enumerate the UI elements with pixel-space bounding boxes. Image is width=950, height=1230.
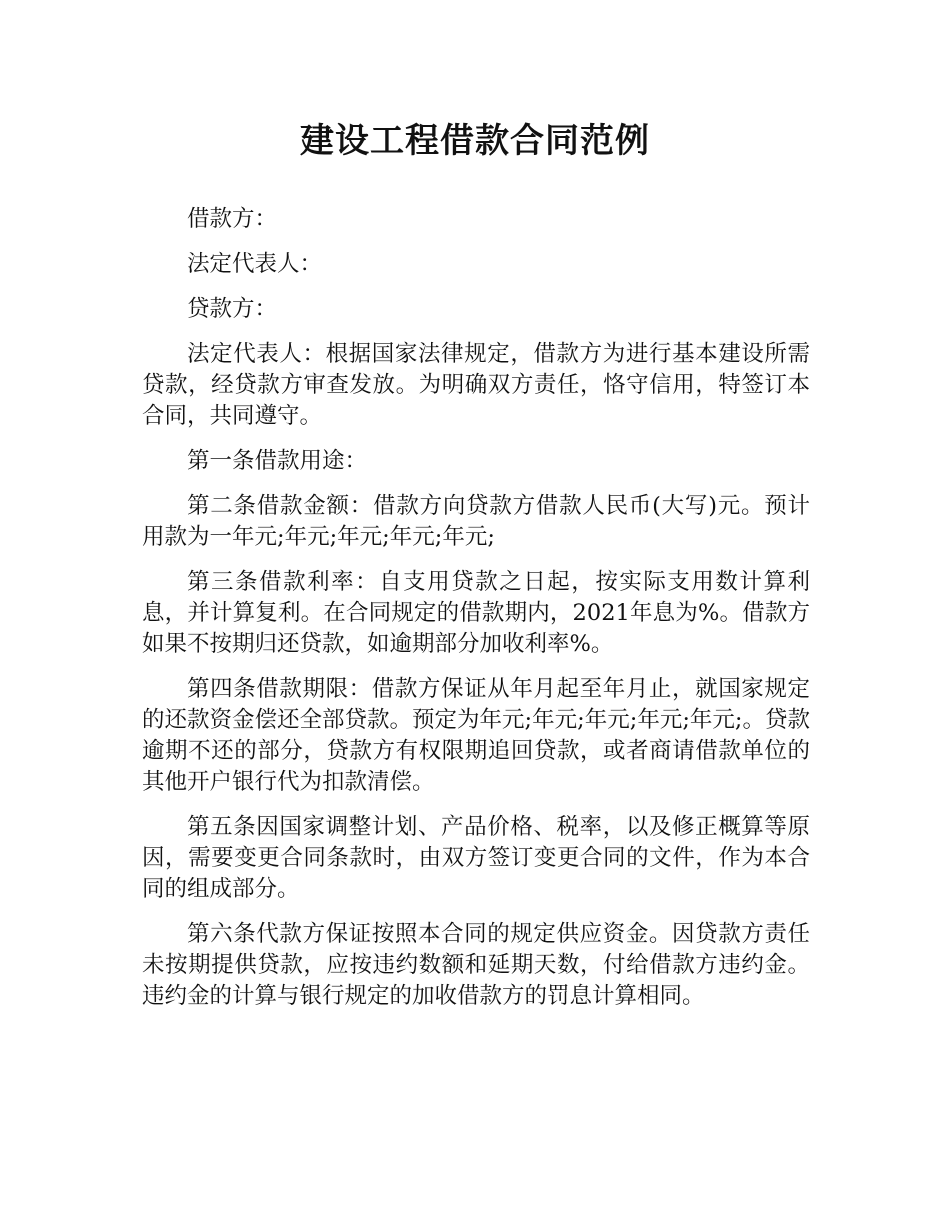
paragraph-borrower: 借款方：: [187, 206, 278, 232]
paragraph-borrower-legal-rep: 法定代表人：: [187, 251, 323, 277]
paragraph-article-2: 第二条借款金额：借款方向贷款方借款人民币(大写)元。预计用款为一年元;年元;年元;年元;年元;: [142, 493, 810, 550]
document-body: [142, 204, 810, 1026]
paragraph-article-6: 第六条代款方保证按照本合同的规定供应资金。因贷款方责任未按期提供贷款，应按违约数额和延期天数，付给借款方违约金。违约金的计算与银行规定的加收借款方的罚息计算相同。: [142, 921, 810, 1009]
paragraph-preamble: 法定代表人：根据国家法律规定，借款方为进行基本建设所需贷款，经贷款方审查发放。为明确双方责任，恪守信用，特签订本合同，共同遵守。: [142, 341, 810, 429]
paragraph-article-5: 第五条因国家调整计划、产品价格、税率，以及修正概算等原因，需要变更合同条款时，由双方签订变更合同的文件，作为本合同的组成部分。: [142, 814, 810, 902]
document-title: 建设工程借款合同范例: [300, 121, 650, 161]
paragraph-article-4: 第四条借款期限：借款方保证从年月起至年月止，就国家规定的还款资金偿还全部贷款。预定为年元;年元;年元;年元;年元;。贷款逾期不还的部分，贷款方有权限期追回贷款，或者商请借款单位的其他开户银行代为扣款清偿。: [142, 676, 810, 795]
paragraph-lender: 贷款方：: [187, 296, 278, 322]
paragraph-article-3: 第三条借款利率：自支用贷款之日起，按实际支用数计算利息，并计算复利。在合同规定的借款期内，2021年息为%。借款方如果不按期归还贷款，如逾期部分加收利率%。: [142, 569, 810, 657]
paragraph-article-1: 第一条借款用途：: [187, 448, 368, 474]
